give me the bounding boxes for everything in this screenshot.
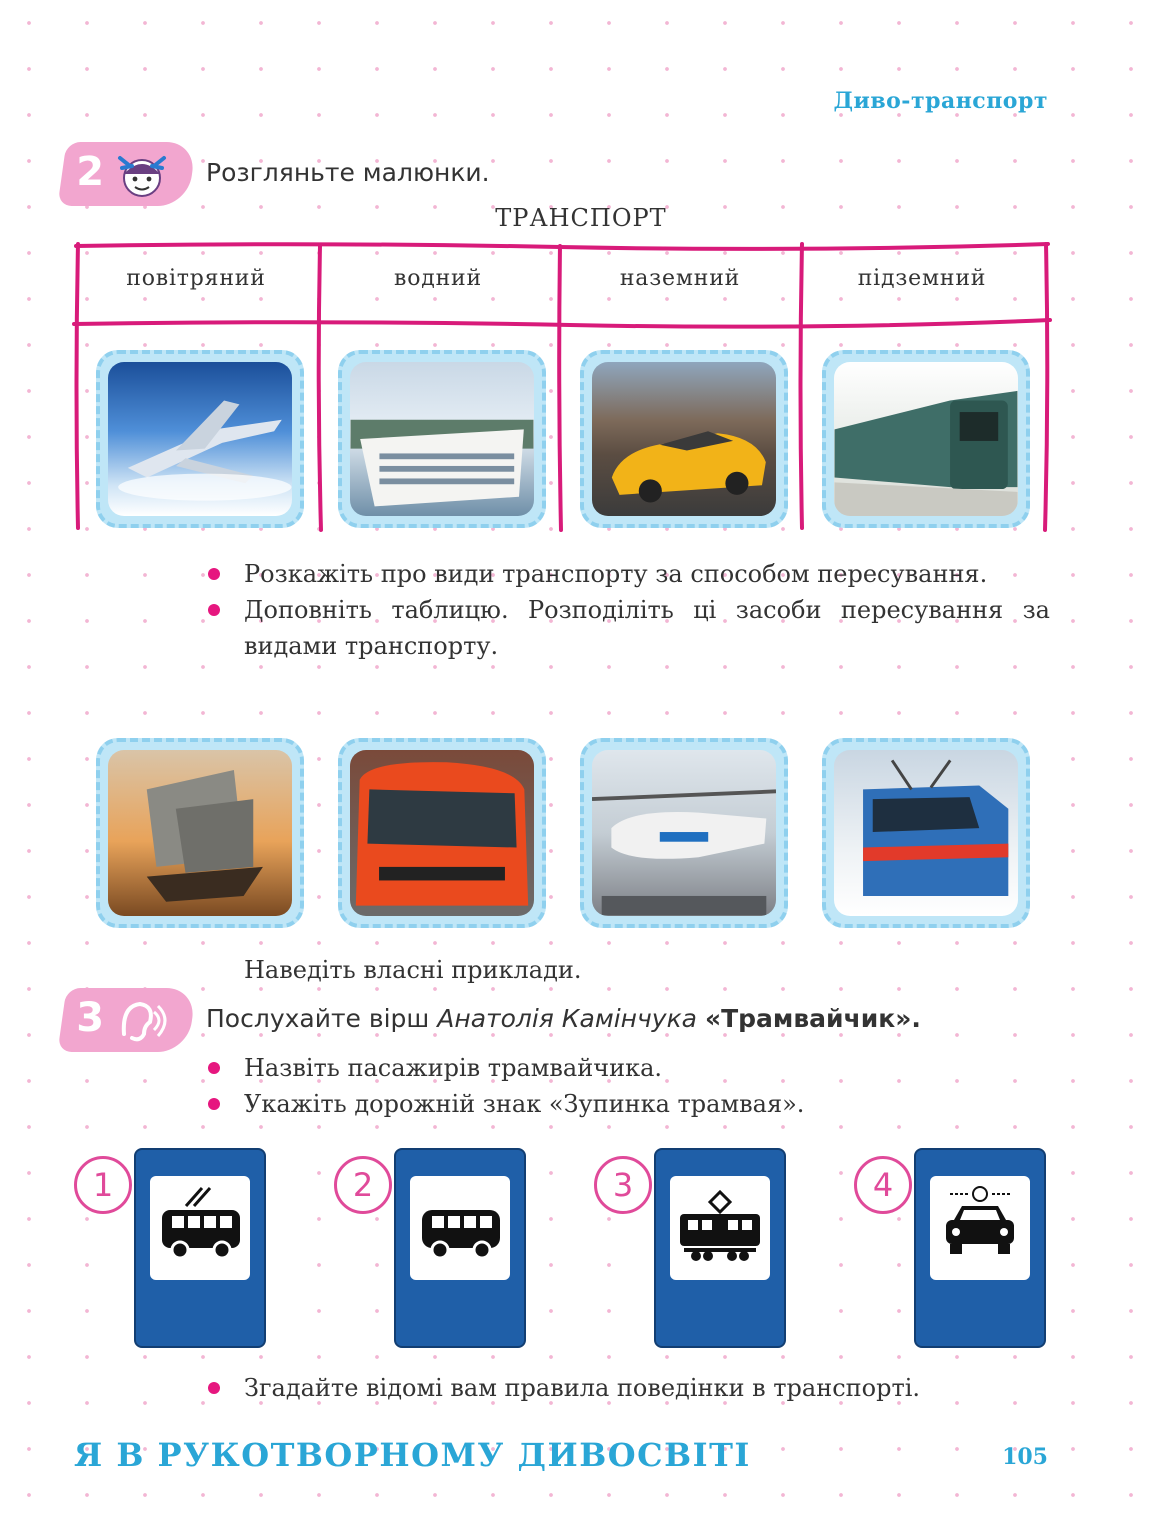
column-water: водний	[394, 266, 482, 291]
listening-ear-icon	[114, 994, 170, 1046]
kid-face-icon	[114, 148, 170, 200]
sailboat-icon	[108, 750, 292, 916]
final-bullet	[208, 1370, 1050, 1406]
tram-icon	[670, 1176, 770, 1280]
instruction-text: Послухайте вірш	[206, 1004, 438, 1033]
sign-number-4: 4	[854, 1156, 912, 1214]
ship-icon	[350, 362, 534, 516]
poem-author: Анатолія Камінчука	[437, 1004, 697, 1033]
road-sign-4[interactable]	[914, 1148, 1046, 1348]
task-number: 3	[76, 995, 105, 1041]
column-ground: наземний	[619, 266, 741, 291]
task-badge-3	[58, 988, 197, 1052]
poem-title: «Трамвайчик».	[704, 1004, 921, 1033]
sign-number-3: 3	[594, 1156, 652, 1214]
airplane-photo	[96, 350, 304, 528]
sports-car-photo	[580, 350, 788, 528]
page-number: 105	[1002, 1444, 1048, 1470]
task2-bullets	[208, 556, 1050, 664]
airplane-icon	[108, 362, 292, 516]
sign-number-2: 2	[334, 1156, 392, 1214]
bullet-item: Укажіть дорожній знак «Зупинка трамвая».	[208, 1086, 1050, 1122]
road-sign-3[interactable]	[654, 1148, 786, 1348]
sign-number-1: 1	[74, 1156, 132, 1214]
bullet-item: Згадайте відомі вам правила поведінки в транспорті.	[208, 1370, 1050, 1406]
column-air: повітряний	[126, 266, 266, 291]
bus-photo-icon	[350, 750, 534, 916]
own-examples: Наведіть власні приклади.	[244, 956, 582, 984]
task2-instruction: Розгляньте малюнки.	[206, 158, 490, 187]
metro-icon	[834, 362, 1018, 516]
locomotive-icon	[834, 750, 1018, 916]
helicopter-icon	[592, 750, 776, 916]
chapter-title: Я В РУКОТВОРНОМУ ДИВОСВІТІ	[74, 1436, 751, 1474]
road-sign-1[interactable]	[134, 1148, 266, 1348]
bus-icon	[410, 1176, 510, 1280]
sailing-ship-photo	[96, 738, 304, 928]
task-badge-2	[58, 142, 197, 206]
taxi-icon	[930, 1176, 1030, 1280]
road-sign-2[interactable]	[394, 1148, 526, 1348]
task3-bullets	[208, 1050, 1050, 1122]
car-icon	[592, 362, 776, 516]
table-title: ТРАНСПОРТ	[495, 204, 667, 232]
metro-train-photo	[822, 350, 1030, 528]
helicopter-photo	[580, 738, 788, 928]
cruise-ship-photo	[338, 350, 546, 528]
task-number: 2	[76, 149, 105, 195]
bullet-item: Назвіть пасажирів трамвайчика.	[208, 1050, 1050, 1086]
bullet-item: Розкажіть про види транспорту за способом пересування.	[208, 556, 1050, 592]
trolleybus-icon	[150, 1176, 250, 1280]
electric-locomotive-photo	[822, 738, 1030, 928]
bullet-item: Доповніть таблицю. Розподіліть ці засоби пересування за видами транспорту.	[208, 592, 1050, 664]
section-title: Диво-транспорт	[833, 88, 1048, 114]
task3-instruction	[206, 1004, 921, 1033]
column-underground: підземний	[857, 266, 987, 291]
bus-photo	[338, 738, 546, 928]
